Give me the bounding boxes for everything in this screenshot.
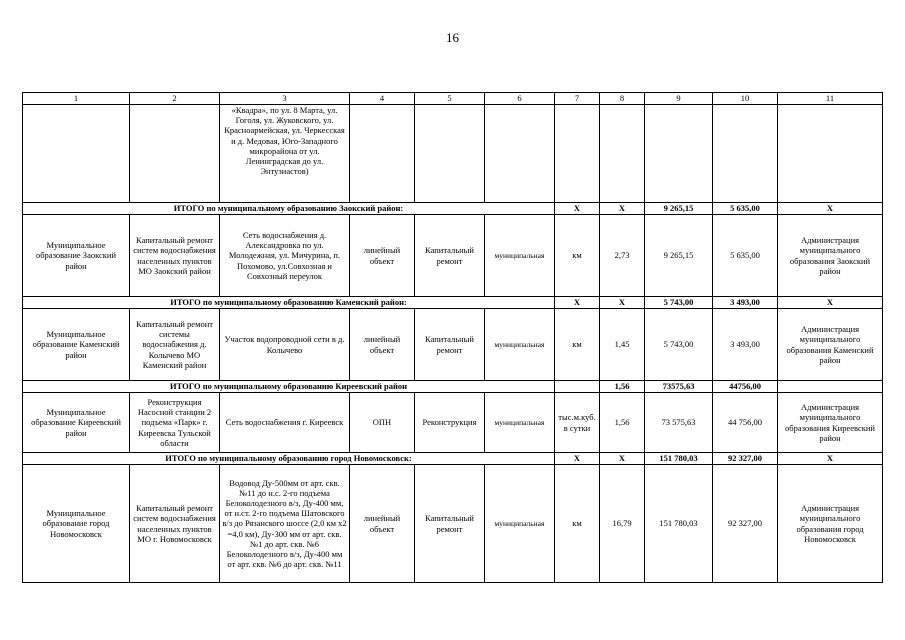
work-type: Капитальный ремонт <box>415 465 485 583</box>
quantity: 16,79 <box>600 465 645 583</box>
column-number: 3 <box>220 93 350 105</box>
total-row <box>23 203 883 215</box>
unit: км <box>555 215 600 297</box>
object-description: Водовод Ду-500мм от арт. скв. №11 до н.с. 2-го подъема Белоколодезного в/з, Ду-400 мм, от н.ст. 2-го подъема Шатовского в/з до Рязанского шоссе (2,0 км х2 =4,0 км), Ду-300 мм от арт. скв. №1 до арт. скв. №6 Белоколодезного в/з, Ду-400 мм от арт. скв. №6 до арт. скв. №11 <box>220 465 350 583</box>
cell <box>23 105 130 203</box>
table-row <box>23 393 883 453</box>
quantity: 2,73 <box>600 215 645 297</box>
municipality: Муниципальное образование город Новомосковск <box>23 465 130 583</box>
total-unit: Х <box>555 203 600 215</box>
total-funding: 5 635,00 <box>713 203 778 215</box>
continuation-row <box>23 105 883 203</box>
measure-name: Капитальный ремонт систем водоснабжения населенных пунктов МО г. Новомосковск <box>130 465 220 583</box>
cell <box>778 105 883 203</box>
measure-name: Капитальный ремонт систем водоснабжения населенных пунктов МО Заокский район <box>130 215 220 297</box>
funding: 5 635,00 <box>713 215 778 297</box>
cell <box>645 105 713 203</box>
total-cost: 73575,63 <box>645 381 713 393</box>
work-type: Капитальный ремонт <box>415 309 485 381</box>
municipality: Муниципальное образование Заокский район <box>23 215 130 297</box>
column-number: 1 <box>23 93 130 105</box>
object-description: «Квадра», по ул. 8 Марта, ул. Гоголя, ул. Жуковского, ул. Красноармейская, ул. Черкесская и д. Медовая, Юго-Западного микрорайона от ул. Ленинградская до ул. Энтузиастов) <box>220 105 350 203</box>
table-row <box>23 215 883 297</box>
column-number: 10 <box>713 93 778 105</box>
object-type: линейный объект <box>350 215 415 297</box>
responsible: Администрация муниципального образования Киреевский район <box>778 393 883 453</box>
object-description: Сеть водоснабжения г. Киреевск <box>220 393 350 453</box>
object-type: линейный объект <box>350 465 415 583</box>
cell <box>600 105 645 203</box>
municipality: Муниципальное образование Киреевский район <box>23 393 130 453</box>
cell <box>415 105 485 203</box>
responsible: Администрация муниципального образования город Новомосковск <box>778 465 883 583</box>
ownership: муниципальная <box>485 215 555 297</box>
total-responsible: Х <box>778 453 883 465</box>
ownership: муниципальная <box>485 465 555 583</box>
responsible: Администрация муниципального образования Заокский район <box>778 215 883 297</box>
cell <box>130 105 220 203</box>
cell <box>555 105 600 203</box>
table-row <box>23 309 883 381</box>
funding: 92 327,00 <box>713 465 778 583</box>
column-number: 5 <box>415 93 485 105</box>
page-number: 16 <box>446 30 459 45</box>
funding: 44 756,00 <box>713 393 778 453</box>
total-responsible: Х <box>778 297 883 309</box>
total-quantity: Х <box>600 203 645 215</box>
total-responsible: Х <box>778 203 883 215</box>
total-label: ИТОГО по муниципальному образованию Заокский район: <box>23 203 555 215</box>
total-row <box>23 381 883 393</box>
investment-program-table <box>22 92 883 583</box>
ownership: муниципальная <box>485 393 555 453</box>
total-cost: 9 265,15 <box>645 203 713 215</box>
total-row <box>23 453 883 465</box>
cell <box>485 105 555 203</box>
unit: км <box>555 465 600 583</box>
unit: км <box>555 309 600 381</box>
column-number-row <box>23 93 883 105</box>
cell <box>713 105 778 203</box>
municipality: Муниципальное образование Каменский район <box>23 309 130 381</box>
total-unit <box>555 381 600 393</box>
quantity: 1,56 <box>600 393 645 453</box>
cost: 73 575,63 <box>645 393 713 453</box>
object-type: ОПН <box>350 393 415 453</box>
measure-name: Капитальный ремонт системы водоснабжения д. Колычево МО Каменский район <box>130 309 220 381</box>
column-number: 9 <box>645 93 713 105</box>
cost: 9 265,15 <box>645 215 713 297</box>
total-quantity: 1,56 <box>600 381 645 393</box>
work-type: Капитальный ремонт <box>415 215 485 297</box>
total-cost: 151 780,03 <box>645 453 713 465</box>
object-type: линейный объект <box>350 309 415 381</box>
total-unit: Х <box>555 453 600 465</box>
total-funding: 92 327,00 <box>713 453 778 465</box>
total-unit: Х <box>555 297 600 309</box>
unit: тыс.м.куб. в сутки <box>555 393 600 453</box>
total-funding: 44756,00 <box>713 381 778 393</box>
column-number: 11 <box>778 93 883 105</box>
column-number: 8 <box>600 93 645 105</box>
total-label: ИТОГО по муниципальному образованию Каменский район: <box>23 297 555 309</box>
object-description: Участок водопроводной сети в д. Колычево <box>220 309 350 381</box>
total-label: ИТОГО по муниципальному образованию Киреевский район <box>23 381 555 393</box>
object-description: Сеть водоснабжения д. Александровка по ул. Молодежная, ул. Мичурина, п. Похомово, ул.Совхозная и Совхозный переулок <box>220 215 350 297</box>
cost: 5 743,00 <box>645 309 713 381</box>
total-row <box>23 297 883 309</box>
cost: 151 780,03 <box>645 465 713 583</box>
total-cost: 5 743,00 <box>645 297 713 309</box>
total-responsible <box>778 381 883 393</box>
total-quantity: Х <box>600 453 645 465</box>
responsible: Администрация муниципального образования Каменский район <box>778 309 883 381</box>
funding: 3 493,00 <box>713 309 778 381</box>
total-quantity: Х <box>600 297 645 309</box>
column-number: 6 <box>485 93 555 105</box>
column-number: 4 <box>350 93 415 105</box>
total-funding: 3 493,00 <box>713 297 778 309</box>
table-row <box>23 465 883 583</box>
work-type: Реконструкция <box>415 393 485 453</box>
column-number: 2 <box>130 93 220 105</box>
ownership: муниципальная <box>485 309 555 381</box>
cell <box>350 105 415 203</box>
column-number: 7 <box>555 93 600 105</box>
quantity: 1,45 <box>600 309 645 381</box>
measure-name: Реконструкция Насосной станции 2 подъема «Парк» г. Киреевска Тульской области <box>130 393 220 453</box>
total-label: ИТОГО по муниципальному образованию город Новомосковск: <box>23 453 555 465</box>
